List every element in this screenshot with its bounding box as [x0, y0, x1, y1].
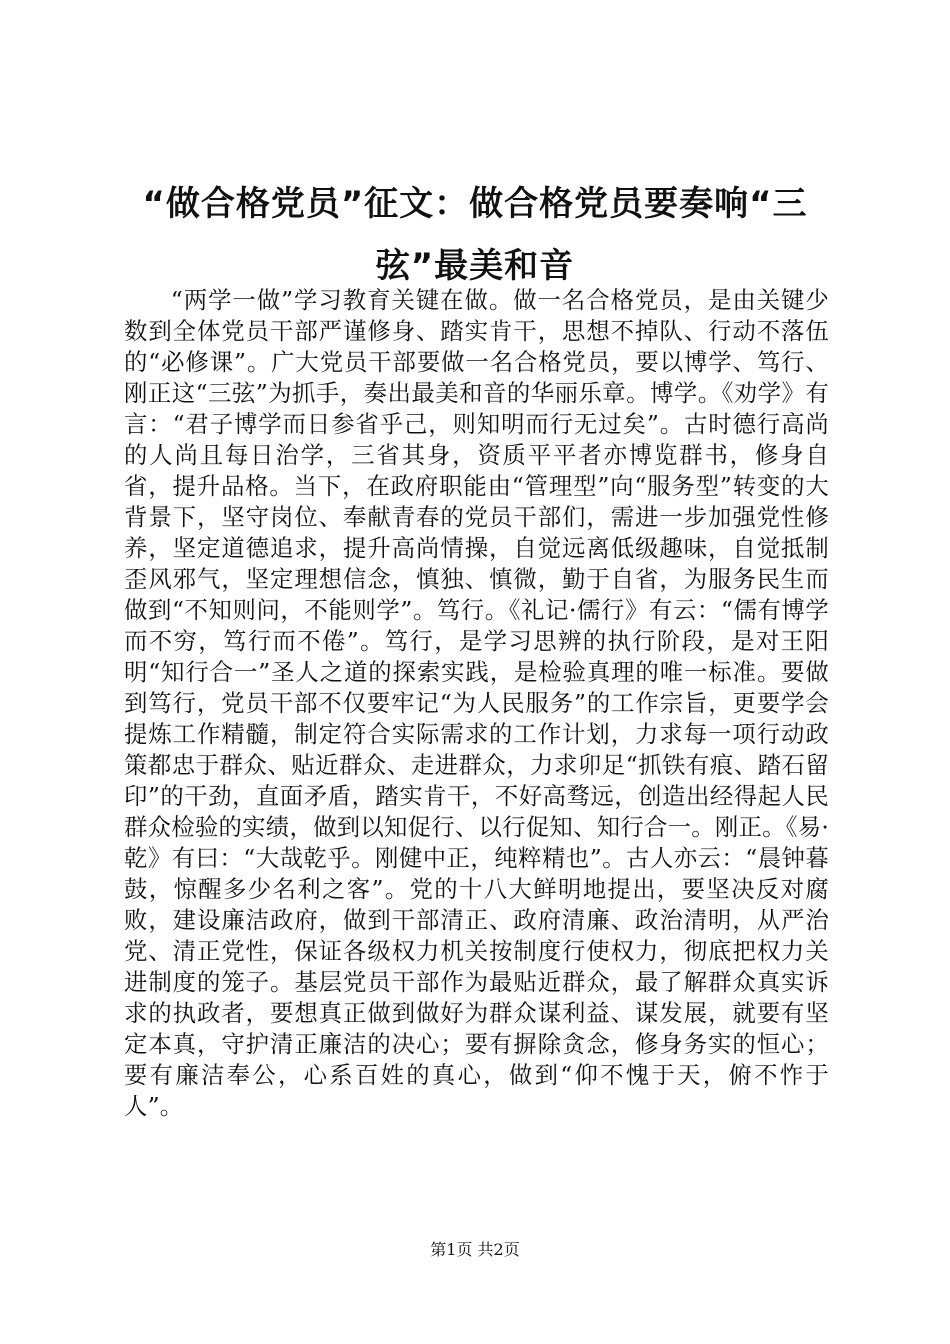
- page-number-footer: 第1页 共2页: [430, 1240, 520, 1259]
- document-title: “做合格党员”征文：做合格党员要奏响“三弦”最美和音: [142, 183, 808, 286]
- document-body-paragraph: “两学一做”学习教育关键在做。做一名合格党员，是由关键少数到全体党员干部严谨修身、踏实肯干，思想不掉队、行动不落伍的“必修课”。广大党员干部要做一名合格党员，要以博学、笃行、刚正这“三弦”为抓手，奏出最美和音的华丽乐章。博学。《劝学》有言：“君子博学而日参省乎己，则知明而行无过矣”。古时德行高尚的人尚且每日治学，三省其身，资质平平者亦博览群书，修身自省，提升品格。当下，在政府职能由“管理型”向“服务型”转变的大背景下，坚守岗位、奉献青春的党员干部们，需进一步加强党性修养，坚定道德追求，提升高尚情操，自觉远离低级趣味，自觉抵制歪风邪气，坚定理想信念，慎独、慎微，勤于自省，为服务民生而做到“不知则问，不能则学”。笃行。《礼记·儒行》有云：“儒有博学而不穷，笃行而不倦”。笃行，是学习思辨的执行阶段，是对王阳明“知行合一”圣人之道的探索实践，是检验真理的唯一标准。要做到笃行，党员干部不仅要牢记“为人民服务”的工作宗旨，更要学会提炼工作精髓，制定符合实际需求的工作计划，力求每一项行动政策都忠于群众、贴近群众、走进群众，力求卯足“抓铁有痕、踏石留印”的干劲，直面矛盾，踏实肯干，不好高骛远，创造出经得起人民群众检验的实绩，做到以知促行、以行促知、知行合一。刚正。《易·乾》有曰：“大哉乾乎。刚健中正，纯粹精也”。古人亦云：“晨钟暮鼓，惊醒多少名利之客”。党的十八大鲜明地提出，要坚决反对腐败，建设廉洁政府，做到干部清正、政府清廉、政治清明，从严治党、清正党性，保证各级权力机关按制度行使权力，彻底把权力关进制度的笼子。基层党员干部作为最贴近群众，最了解群众真实诉求的执政者，要想真正做到做好为群众谋利益、谋发展，就要有坚定本真，守护清正廉洁的决心；要有摒除贪念，修身务实的恒心；要有廉洁奉公，心系百姓的真心，做到“仰不愧于天，俯不怍于人”。: [124, 286, 829, 1120]
